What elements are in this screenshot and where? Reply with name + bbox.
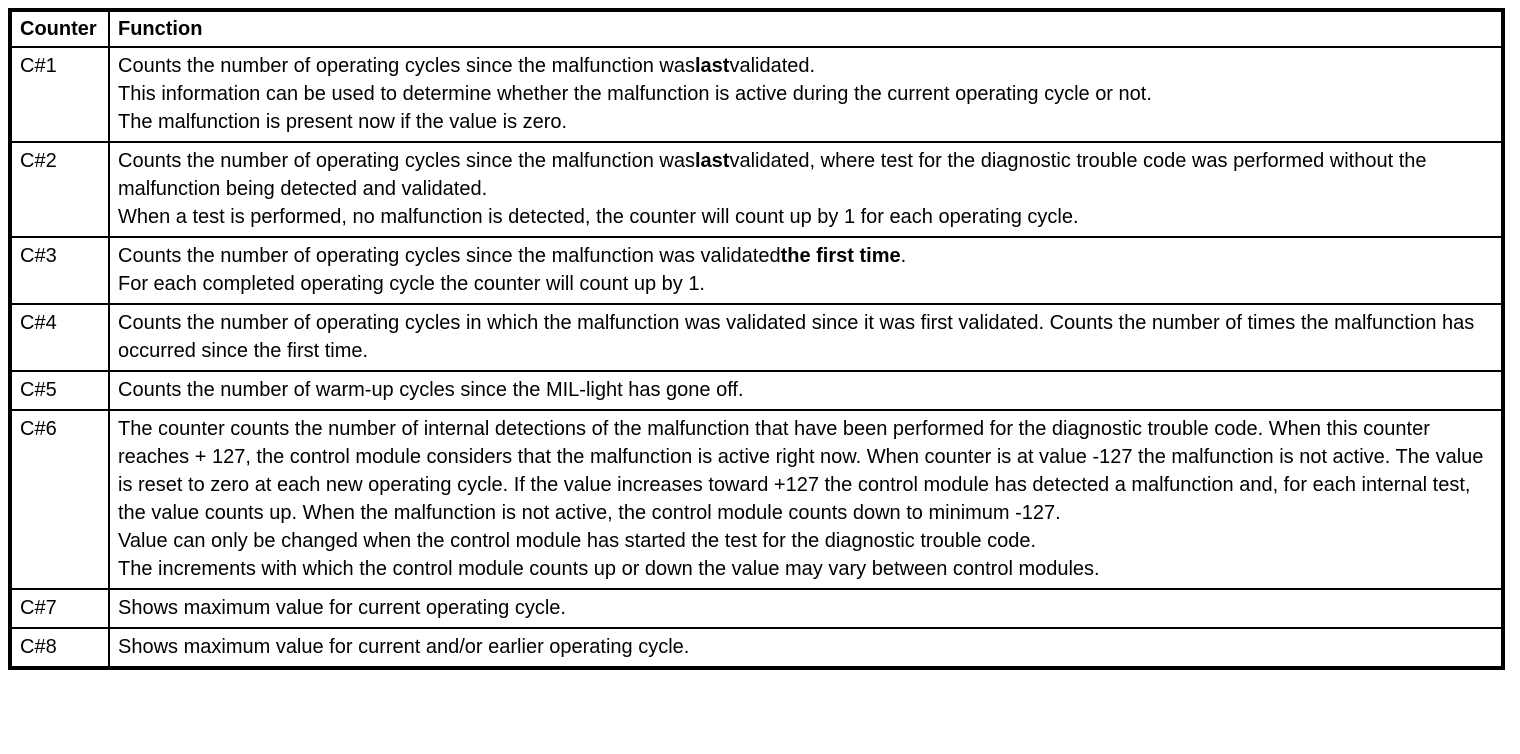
table-header xyxy=(10,10,1503,47)
function-cell xyxy=(109,628,1503,668)
counter-function-table xyxy=(8,8,1505,670)
counter-cell: C#8 xyxy=(10,628,109,668)
function-paragraph: Shows maximum value for current operating cycle. xyxy=(118,597,566,619)
function-cell xyxy=(109,237,1503,304)
counter-cell: C#7 xyxy=(10,589,109,628)
function-paragraph: Counts the number of operating cycles since the malfunction was validatedthe first time. xyxy=(118,245,907,267)
table-row xyxy=(10,371,1503,410)
table-row xyxy=(10,237,1503,304)
function-cell xyxy=(109,371,1503,410)
table-row xyxy=(10,628,1503,668)
table-row xyxy=(10,142,1503,237)
function-paragraph: When a test is performed, no malfunction is detected, the counter will count up by 1 for each operating cycle. xyxy=(118,206,1079,228)
function-paragraph: The counter counts the number of internal detections of the malfunction that have been performed for the diagnostic trouble code. When this counter reaches + 127, the control module considers that the malfunction is active right now. When counter is at value -127 the malfunction is not active. The value is reset to zero at each new operating cycle. If the value increases toward +127 the control module has detected a malfunction and, for each internal test, the value counts up. When the malfunction is not active, the control module counts down to minimum -127. xyxy=(118,418,1484,524)
counter-column-header: Counter xyxy=(10,10,109,47)
header-row xyxy=(10,10,1503,47)
counter-cell: C#6 xyxy=(10,410,109,589)
counter-cell: C#4 xyxy=(10,304,109,371)
function-paragraph: The malfunction is present now if the value is zero. xyxy=(118,111,568,133)
function-paragraph: Counts the number of operating cycles since the malfunction waslastvalidated, where test for the diagnostic trouble code was performed without the malfunction being detected and validated. xyxy=(118,150,1427,200)
function-cell xyxy=(109,304,1503,371)
counter-cell: C#3 xyxy=(10,237,109,304)
function-paragraph: Counts the number of operating cycles in which the malfunction was validated since it was first validated. Counts the number of times the malfunction has occurred since the first time. xyxy=(118,312,1475,362)
counter-cell: C#2 xyxy=(10,142,109,237)
function-paragraph: This information can be used to determine whether the malfunction is active during the current operating cycle or not. xyxy=(118,83,1152,105)
function-cell xyxy=(109,410,1503,589)
function-column-header: Function xyxy=(109,10,1503,47)
table-row xyxy=(10,589,1503,628)
function-paragraph: Shows maximum value for current and/or earlier operating cycle. xyxy=(118,636,690,658)
function-paragraph: For each completed operating cycle the counter will count up by 1. xyxy=(118,273,705,295)
table-row xyxy=(10,304,1503,371)
table-row xyxy=(10,47,1503,142)
function-paragraph: The increments with which the control module counts up or down the value may vary between control modules. xyxy=(118,558,1100,580)
function-paragraph: Value can only be changed when the control module has started the test for the diagnostic trouble code. xyxy=(118,530,1036,552)
function-cell xyxy=(109,47,1503,142)
function-cell xyxy=(109,142,1503,237)
counter-cell: C#5 xyxy=(10,371,109,410)
table-body xyxy=(10,47,1503,668)
function-cell xyxy=(109,589,1503,628)
function-paragraph: Counts the number of operating cycles since the malfunction waslastvalidated. xyxy=(118,55,816,77)
counter-cell: C#1 xyxy=(10,47,109,142)
table-row xyxy=(10,410,1503,589)
function-paragraph: Counts the number of warm-up cycles since the MIL-light has gone off. xyxy=(118,379,744,401)
